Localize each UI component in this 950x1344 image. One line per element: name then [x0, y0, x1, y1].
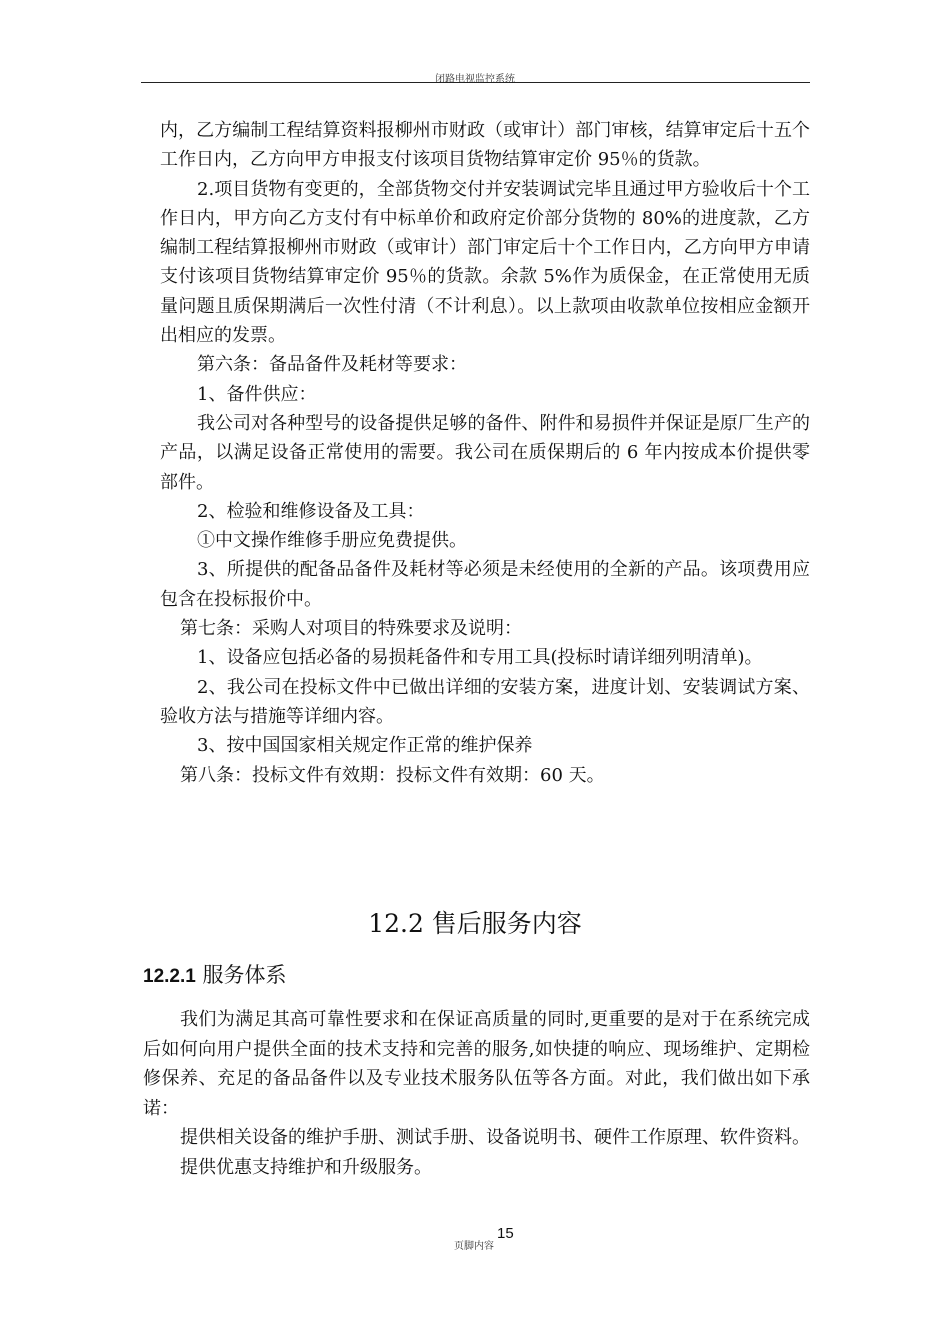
paragraph: 1、备件供应： [197, 383, 317, 405]
section-title: 12.2 售后服务内容 [368, 909, 582, 938]
paragraph: 我公司对各种型号的设备提供足够的备件、附件和易损件并保证是原厂生产的产品，以满足设备正常使用的需要。我公司在质保期后的 6 年内按成本价提供零部件。 [160, 412, 810, 493]
article-heading: 第六条：备品备件及耗材等要求： [197, 354, 467, 376]
subsection-title [143, 960, 287, 992]
paragraph: 提供相关设备的维护手册、测试手册、设备说明书、硬件工作原理、软件资料。 [180, 1127, 810, 1149]
contract-terms-body [160, 116, 810, 790]
paragraph: 3、所提供的配备品备件及耗材等必须是未经使用的全新的产品。该项费用应包含在投标报价中。 [160, 559, 810, 610]
page-footer-text: 页脚内容 [454, 1241, 494, 1252]
paragraph: 我们为满足其高可靠性要求和在保证高质量的同时,更重要的是对于在系统完成后如何向用户提供全面的技术支持和完善的服务,如快捷的响应、现场维护、定期检修保养、充足的备品备件以及专业技术服务队伍等各方面。对此，我们做出如下承诺： [143, 1009, 810, 1119]
page-number: 15 [497, 1225, 514, 1242]
paragraph: 内，乙方编制工程结算资料报柳州市财政（或审计）部门审核，结算审定后十五个工作日内，乙方向甲方申报支付该项目货物结算审定价 95％的货款。 [160, 120, 810, 171]
paragraph: 3、按中国国家相关规定作正常的维护保养 [197, 735, 533, 757]
page-header-text: 闭路电视监控系统 [435, 74, 515, 85]
header-rule [141, 82, 810, 83]
article-heading: 第八条：投标文件有效期：投标文件有效期：60 天。 [180, 764, 605, 786]
paragraph: 2、检验和维修设备及工具： [197, 500, 425, 522]
paragraph: 2.项目货物有变更的，全部货物交付并安装调试完毕且通过甲方验收后十个工作日内，甲方向乙方支付有中标单价和政府定价部分货物的 80%的进度款，乙方编制工程结算报柳州市财政（或审计）部门审定后十个工作日内，乙方向甲方申请支付该项目货物结算审定价 95％的货款。余款 5%作为质保金，在正常使用无质量问题且质保期满后一次性付清（不计利息）。以上款项由收款单位按相应金额开出相应的发票。 [160, 178, 810, 347]
subsection-label: 服务体系 [202, 963, 287, 987]
article-heading: 第七条：采购人对项目的特殊要求及说明： [180, 618, 522, 640]
paragraph: 2、我公司在投标文件中已做出详细的安装方案，进度计划、安装调试方案、验收方法与措施等详细内容。 [160, 676, 810, 727]
paragraph: 1、设备应包括必备的易损耗备件和专用工具(投标时请详细列明清单)。 [197, 647, 763, 669]
paragraph: 提供优惠支持维护和升级服务。 [180, 1156, 432, 1178]
paragraph: ①中文操作维修手册应免费提供。 [197, 530, 467, 552]
service-section-body [143, 1005, 810, 1183]
subsection-number: 12.2.1 [143, 966, 196, 987]
